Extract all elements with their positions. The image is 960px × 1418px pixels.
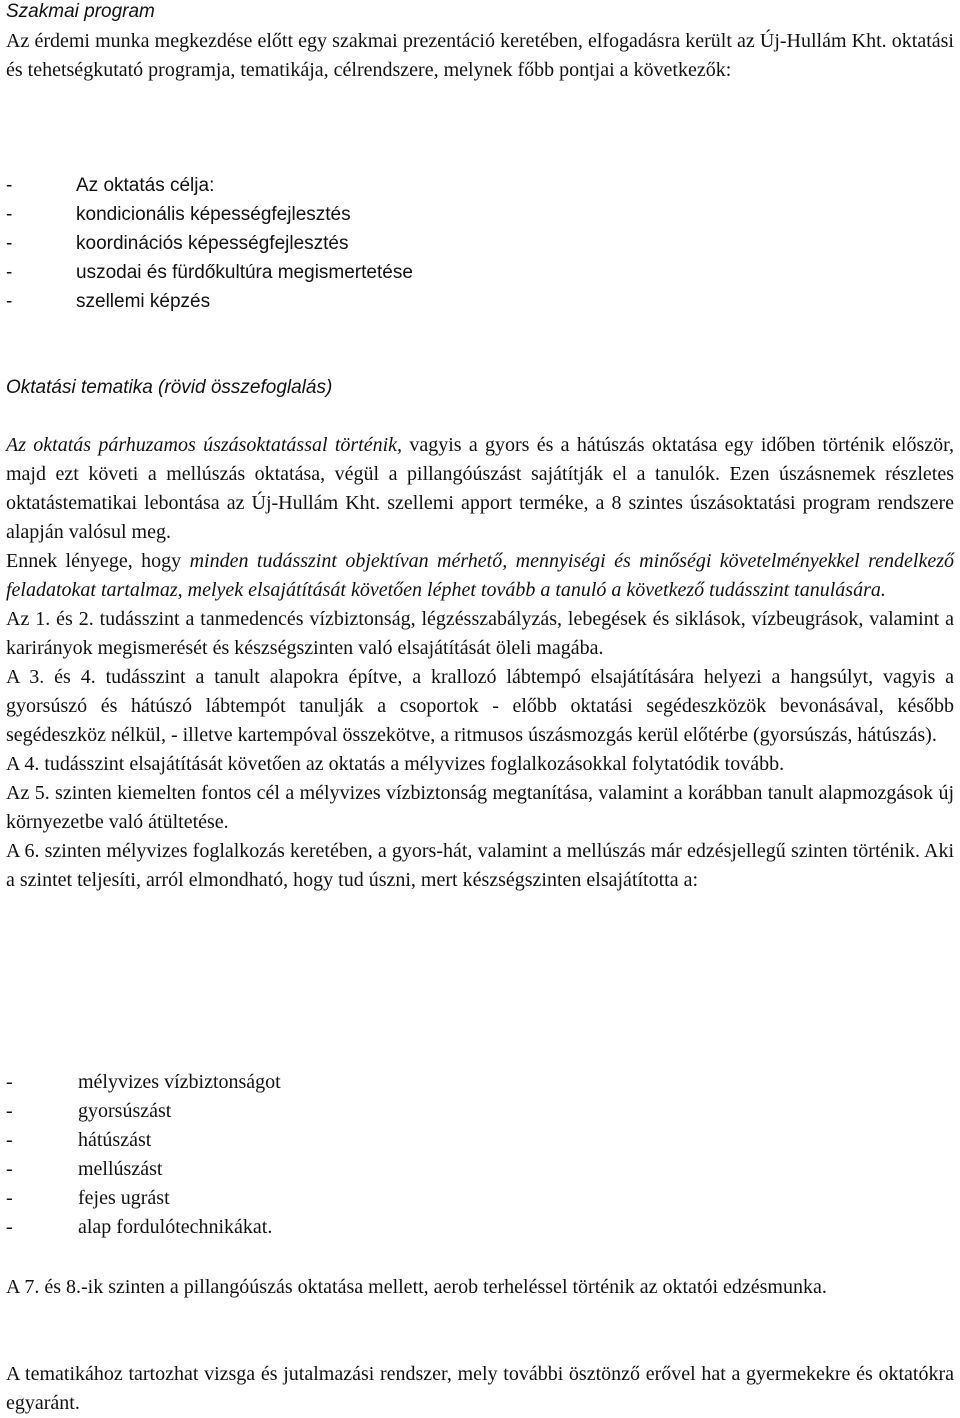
- dash-bullet: -: [6, 204, 13, 225]
- level-7-8-block: [6, 1273, 954, 1302]
- list-item: - fejes ugrást: [6, 1184, 954, 1213]
- paragraph-level-7-8: A 7. és 8.-ik szinten a pillangóúszás oktatása mellett, aerob terheléssel történik az oktatói edzésmunka.: [6, 1276, 827, 1298]
- paragraph-method: Az oktatás párhuzamos úszásoktatással történik, vagyis a gyors és a hátúszás oktatása egy időben történik először, majd ezt követi a mellúszás oktatása, végül a pillangóúszást sajátítják el a tanulók. Ezen úszásnemek részletes oktatástematikai lebontása az Új-Hullám Kht. szellemi apport terméke, a 8 szintes úszásoktatási program rendszere alapján valósul meg.: [6, 434, 955, 543]
- dash-bullet: -: [6, 175, 13, 196]
- paragraph-level-5: Az 5. szinten kiemelten fontos cél a mélyvizes vízbiztonság megtanítása, valamint a korábban tanult alapmozgások új környezetbe való átültetése.: [6, 782, 954, 833]
- skills-block: [6, 1068, 954, 1242]
- intro-paragraph: Az érdemi munka megkezdése előtt egy szakmai prezentáció keretében, elfogadásra került az Új-Hullám Kht. oktatási és tehetségkutató programja, tematikája, célrendszere, melynek főbb pontjai a következők:: [6, 30, 954, 81]
- list-item: - kondicionális képességfejlesztés: [6, 200, 954, 229]
- list-item: - Az oktatás célja:: [6, 171, 954, 200]
- skills-list: [6, 1068, 954, 1242]
- dash-bullet: -: [6, 1187, 13, 1209]
- dash-bullet: -: [6, 233, 13, 254]
- curriculum-block: [6, 431, 954, 895]
- dash-bullet: -: [6, 291, 13, 312]
- list-item: - alap fordulótechnikákat.: [6, 1213, 954, 1242]
- list-item: - uszodai és fürdőkultúra megismertetése: [6, 258, 954, 287]
- paragraph-closing: A tematikához tartozhat vizsga és jutalmazási rendszer, mely további ösztönző erővel hat a gyermekekre és oktatókra egyaránt.: [6, 1363, 954, 1414]
- paragraph-essence: Ennek lényege, hogy minden tudásszint objektívan mérhető, mennyiségi és minőségi követelményekkel rendelkező feladatokat tartalmaz, melyek elsajátítását követően léphet tovább a tanuló a következő tudásszint tanulására.: [6, 550, 955, 601]
- paragraph-level-1-2: Az 1. és 2. tudásszint a tanmedencés vízbiztonság, légzésszabályzás, lebegések és siklások, vízbeugrások, valamint a karirányok megismerését és készségszinten való elsajátítását öleli magába.: [6, 608, 954, 659]
- list-item: - mellúszást: [6, 1155, 954, 1184]
- list-item: - koordinációs képességfejlesztés: [6, 229, 954, 258]
- section-title: Oktatási tematika (rövid összefoglalás): [6, 377, 333, 398]
- list-item: - hátúszást: [6, 1126, 954, 1155]
- paragraph-level-4: A 4. tudásszint elsajátítását követően az oktatás a mélyvizes foglalkozásokkal folytatódik tovább.: [6, 753, 785, 775]
- list-item: - gyorsúszást: [6, 1097, 954, 1126]
- goals-list: [6, 171, 954, 316]
- intro-block: [6, 27, 954, 85]
- dash-bullet: -: [6, 1071, 13, 1093]
- dash-bullet: -: [6, 1158, 13, 1180]
- page-heading: Szakmai program: [6, 1, 155, 22]
- list-item: - mélyvizes vízbiztonságot: [6, 1068, 954, 1097]
- closing-block: [6, 1360, 954, 1418]
- dash-bullet: -: [6, 1100, 13, 1122]
- dash-bullet: -: [6, 1129, 13, 1151]
- list-item: - szellemi képzés: [6, 287, 954, 316]
- goals-block: [6, 171, 954, 316]
- dash-bullet: -: [6, 262, 13, 283]
- paragraph-level-3-4: A 3. és 4. tudásszint a tanult alapokra építve, a krallozó lábtempó elsajátítására helyezi a hangsúlyt, vagyis a gyorsúszó és hátúszó lábtempót tanulják a csoportok - előbb oktatási segédeszközök bevonásával, később segédeszköz nélkül, - illetve kartempóval összekötve, a ritmusos úszásmozgás kerül előtérbe (gyorsúszás, hátúszás).: [6, 666, 954, 746]
- dash-bullet: -: [6, 1216, 13, 1238]
- paragraph-level-6: A 6. szinten mélyvizes foglalkozás keretében, a gyors-hát, valamint a mellúszás már edzésjellegű szinten történik. Aki a szintet teljesíti, arról elmondható, hogy tud úszni, mert készségszinten elsajátította a:: [6, 840, 954, 891]
